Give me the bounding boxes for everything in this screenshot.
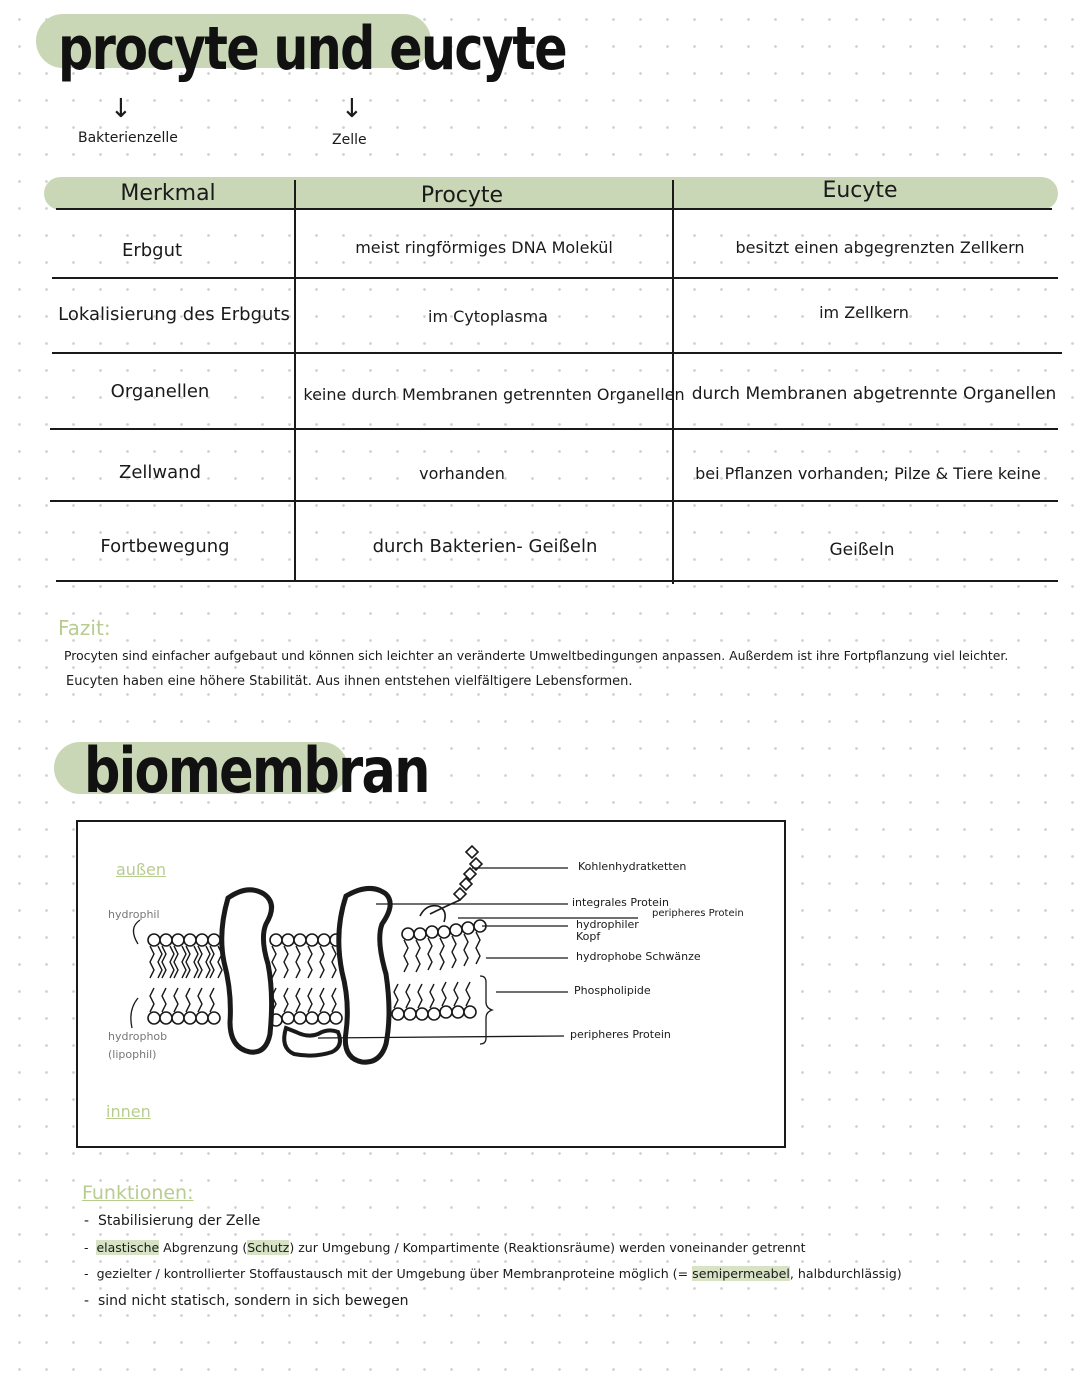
table-cell: durch Bakterien- Geißeln [372,536,598,557]
list-dash: - [84,1240,89,1255]
label-hydrophob: hydrophob [108,1030,168,1043]
highlight-elastische: elastische [96,1240,160,1255]
table-cell: Organellen [110,381,210,402]
highlight-semipermeabel: semipermeabel [692,1266,790,1281]
page-title: procyte und eucyte [58,14,566,84]
table-cell: im Zellkern [819,303,909,322]
table-cell: Lokalisierung des Erbguts [58,304,290,325]
arrow-down-icon: ↓ [341,94,363,124]
table-rule [52,277,1058,279]
label-innen: innen [106,1102,151,1121]
table-rule [56,580,1058,582]
fazit-line-2: Eucyten haben eine höhere Stabilität. Aus ihnen entstehen vielfältigere Lebensformen. [66,674,633,689]
label-hydrophiler: hydrophiler [576,918,639,931]
table-rule [50,428,1058,430]
fazit-label: Fazit: [58,616,111,640]
table-cell: Zellwand [119,462,201,483]
label-hydrophobe-schwaenze: hydrophobe Schwänze [576,950,701,963]
table-cell: vorhanden [419,464,505,483]
table-divider [294,180,296,580]
table-header-merkmal: Merkmal [120,181,216,206]
table-cell: Erbgut [121,240,183,261]
table-cell: meist ringförmiges DNA Molekül [355,238,613,257]
function-text: Abgrenzung ( [159,1240,248,1255]
function-text: ) zur Umgebung / Kompartimente (Reaktionsräume) werden voneinander getrennt [289,1240,806,1255]
table-cell: Fortbewegung [100,536,230,557]
label-peripheres-protein-bottom: peripheres Protein [570,1028,671,1041]
function-text: sind nicht statisch, sondern in sich bewegen [97,1293,409,1309]
list-item [84,1240,806,1255]
table-rule [52,352,1062,354]
membrane-diagram [76,820,786,1148]
table-header-eucyte: Eucyte [822,178,898,203]
list-dash: - [84,1213,90,1229]
arrow-down-icon: ↓ [110,94,132,124]
table-cell: Geißeln [829,540,895,560]
label-kopf: Kopf [576,930,601,943]
table-header-procyte: Procyte [420,183,504,208]
table-cell: durch Membranen abgetrennte Organellen [691,384,1057,404]
table-cell: bei Pflanzen vorhanden; Pilze & Tiere keine [695,464,1041,483]
label-kohlenhydratketten: Kohlenhydratketten [578,860,687,873]
note-zelle: Zelle [332,132,367,148]
function-text: Stabilisierung der Zelle [97,1213,261,1229]
function-text: gezielter / kontrollierter Stoffaustausch mit der Umgebung über Membranproteine möglich (= [96,1266,689,1281]
section-title-biomembran: biomembran [84,734,429,807]
label-peripheres-protein-top: peripheres Protein [652,908,744,919]
table-cell: besitzt einen abgegrenzten Zellkern [735,238,1025,257]
list-item [84,1213,260,1229]
label-integrales-protein: integrales Protein [572,896,669,909]
table-divider [672,180,674,584]
label-phospholipide: Phospholipide [574,984,651,997]
list-item [84,1293,409,1309]
list-dash: - [84,1293,90,1309]
list-item [84,1266,902,1281]
label-lipophil: (lipophil) [108,1048,157,1061]
function-text: , halbdurchlässig) [789,1266,902,1281]
list-dash: - [84,1266,89,1281]
table-rule [50,500,1058,502]
fazit-line-1: Procyten sind einfacher aufgebaut und können sich leichter an veränderte Umweltbedingungen anpassen. Außerdem ist ihre Fortpflanzung viel leichter. [64,648,1009,663]
table-cell: im Cytoplasma [428,307,548,326]
label-hydrophil: hydrophil [108,908,160,921]
note-bakterienzelle: Bakterienzelle [78,130,178,146]
label-aussen: außen [116,860,167,879]
table-rule [56,208,1052,210]
table-cell: keine durch Membranen getrennten Organellen [303,385,685,404]
highlight-schutz: Schutz [247,1240,290,1255]
funktionen-label: Funktionen: [82,1182,194,1204]
